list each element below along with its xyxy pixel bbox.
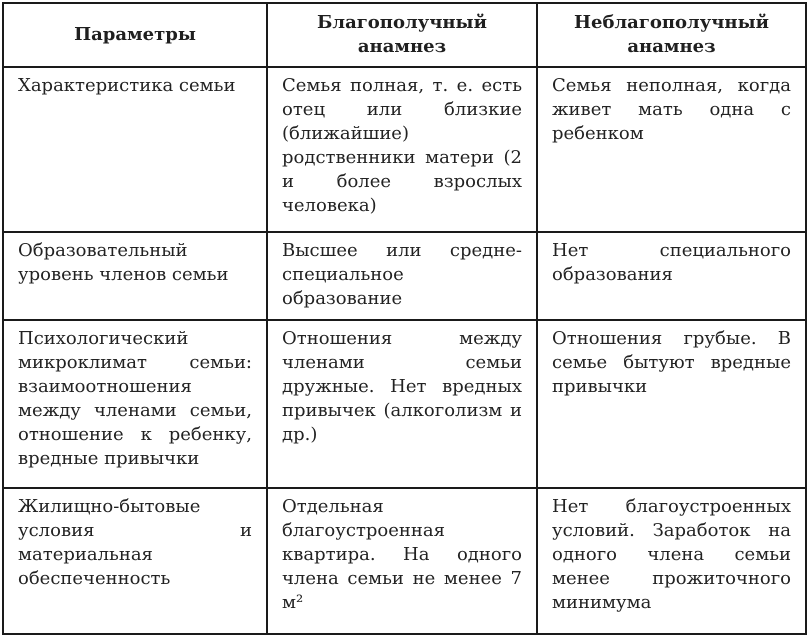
- parameter-text: Жилищно-бытовые условия и материальная обеспеченность: [18, 496, 252, 589]
- favorable-cell: [267, 67, 537, 232]
- header-unfavorable-anamnesis: Неблагополучный анамнез: [537, 3, 806, 67]
- unfavorable-cell: [537, 232, 806, 320]
- unfavorable-text: Нет специального образования: [552, 240, 791, 285]
- parameter-cell: [3, 488, 267, 634]
- anamnesis-table-wrapper: [2, 2, 805, 633]
- unfavorable-text: Отношения грубые. В семье бытуют вредные привычки: [552, 328, 791, 397]
- anamnesis-table: [2, 2, 807, 635]
- favorable-text: Семья полная, т. е. есть отец или близкие (ближайшие) родственники матери (2 и более взрослых человека): [282, 75, 522, 216]
- favorable-cell: [267, 320, 537, 488]
- table-row: [3, 320, 806, 488]
- parameter-cell: [3, 320, 267, 488]
- table-row: [3, 67, 806, 232]
- favorable-text: Отдельная благоустроенная квартира. На одного члена семьи не менее 7 м²: [282, 496, 522, 613]
- unfavorable-cell: [537, 67, 806, 232]
- table-row: [3, 488, 806, 634]
- favorable-cell: [267, 488, 537, 634]
- parameter-cell: [3, 67, 267, 232]
- parameter-cell: [3, 232, 267, 320]
- unfavorable-text: Семья неполная, когда живет мать одна с ребенком: [552, 75, 791, 144]
- parameter-text: Психологический микроклимат семьи: взаимоотношения между членами семьи, отношение к ребенку, вредные привычки: [18, 328, 252, 469]
- unfavorable-cell: [537, 488, 806, 634]
- header-favorable-anamnesis: Благополучный анамнез: [267, 3, 537, 67]
- unfavorable-text: Нет благоустроенных условий. Заработок на одного члена семьи менее прожиточного минимума: [552, 496, 791, 613]
- unfavorable-cell: [537, 320, 806, 488]
- table-header-row: [3, 3, 806, 67]
- parameter-text: Характеристика семьи: [18, 75, 236, 96]
- favorable-text: Высшее или средне-специальное образование: [282, 240, 522, 309]
- parameter-text: Образовательный уровень членов семьи: [18, 240, 229, 285]
- table-row: [3, 232, 806, 320]
- favorable-cell: [267, 232, 537, 320]
- favorable-text: Отношения между членами семьи дружные. Нет вредных привычек (алкоголизм и др.): [282, 328, 522, 445]
- header-parameters: Параметры: [3, 3, 267, 67]
